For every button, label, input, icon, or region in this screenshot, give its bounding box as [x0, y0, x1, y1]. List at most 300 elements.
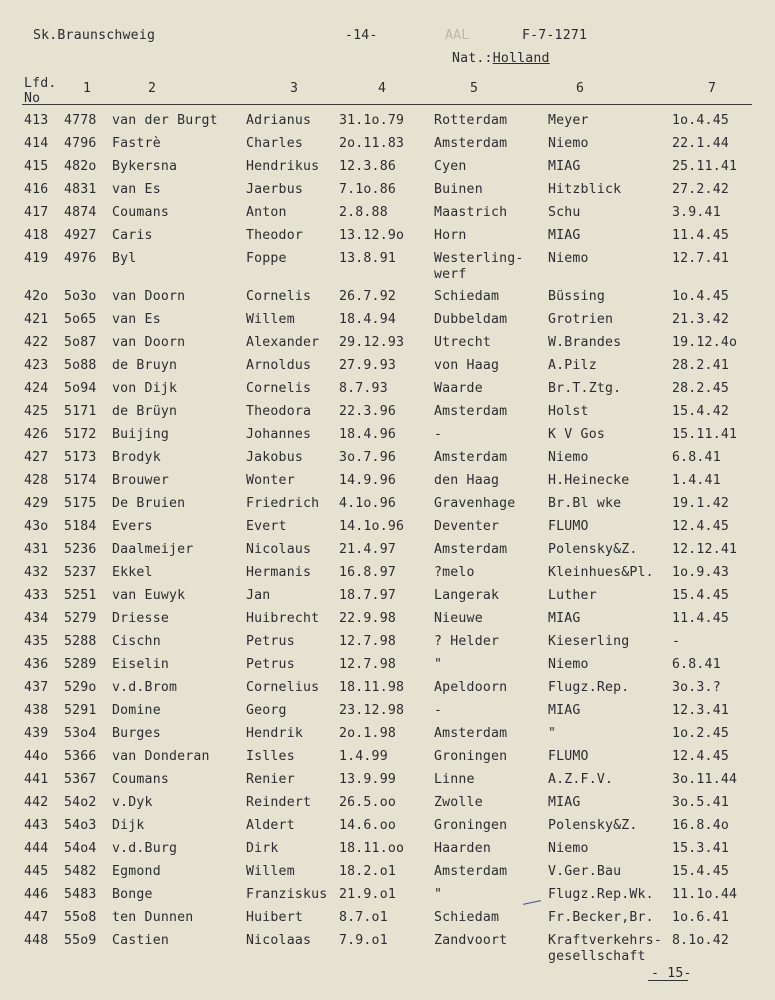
- col-no: No: [24, 91, 41, 106]
- cell-lfd-no: 424: [24, 381, 49, 396]
- cell-first-name: Alexander: [246, 335, 320, 350]
- cell-col1-number: 4874: [64, 205, 97, 220]
- cell-date: 12.12.41: [672, 542, 738, 557]
- cell-date: 1.4.41: [672, 473, 721, 488]
- cell-employer: Polensky&Z.: [548, 818, 638, 833]
- cell-surname: Fastrè: [112, 136, 161, 151]
- table-row: [0, 358, 775, 381]
- cell-birth-date: 13.9.99: [339, 772, 396, 787]
- cell-lfd-no: 418: [24, 228, 49, 243]
- table-row: [0, 841, 775, 864]
- cell-lfd-no: 414: [24, 136, 49, 151]
- cell-lfd-no: 415: [24, 159, 49, 174]
- cell-first-name: Renier: [246, 772, 295, 787]
- cell-birth-date: 12.3.86: [339, 159, 396, 174]
- next-page-marker: - 15-: [651, 966, 692, 981]
- cell-surname: van der Burgt: [112, 113, 218, 128]
- cell-surname: van Donderan: [112, 749, 210, 764]
- cell-birthplace: Waarde: [434, 381, 483, 396]
- cell-birth-date: 21.9.o1: [339, 887, 396, 902]
- cell-birthplace: Amsterdam: [434, 136, 508, 151]
- cell-first-name: Jan: [246, 588, 271, 603]
- table-row: [0, 519, 775, 542]
- cell-date: 8.1o.42: [672, 933, 729, 948]
- cell-surname: Bykersna: [112, 159, 178, 174]
- cell-birth-date: 8.7.93: [339, 381, 388, 396]
- cell-lfd-no: 421: [24, 312, 49, 327]
- cell-birth-date: 18.4.96: [339, 427, 396, 442]
- document-location: Sk.Braunschweig: [33, 28, 156, 43]
- cell-surname: v.d.Burg: [112, 841, 178, 856]
- cell-first-name: Adrianus: [246, 113, 312, 128]
- cell-date: 6.8.41: [672, 657, 721, 672]
- cell-surname: Bonge: [112, 887, 153, 902]
- cell-birthplace: Amsterdam: [434, 542, 508, 557]
- cell-date: 1o.2.45: [672, 726, 729, 741]
- table-row: [0, 818, 775, 841]
- cell-employer: Br.Bl wke: [548, 496, 622, 511]
- cell-lfd-no: 448: [24, 933, 49, 948]
- cell-lfd-no: 434: [24, 611, 49, 626]
- cell-surname: Buijing: [112, 427, 169, 442]
- column-header-row: [0, 72, 775, 106]
- cell-col1-number: 4778: [64, 113, 97, 128]
- cell-birth-date: 18.7.97: [339, 588, 396, 603]
- cell-employer: Niemo: [548, 657, 589, 672]
- cell-employer: Holst: [548, 404, 589, 419]
- cell-employer: A.Pilz: [548, 358, 597, 373]
- cell-birth-date: 2o.1.98: [339, 726, 396, 741]
- cell-date: 19.1.42: [672, 496, 729, 511]
- cell-col1-number: 5482: [64, 864, 97, 879]
- cell-birthplace: Zandvoort: [434, 933, 508, 948]
- cell-birthplace: ?melo: [434, 565, 475, 580]
- cell-first-name: Anton: [246, 205, 287, 220]
- cell-surname: Cischn: [112, 634, 161, 649]
- cell-surname: Eiselin: [112, 657, 169, 672]
- cell-first-name: Charles: [246, 136, 303, 151]
- cell-lfd-no: 445: [24, 864, 49, 879]
- cell-birthplace: Nieuwe: [434, 611, 483, 626]
- cell-surname: van Es: [112, 312, 161, 327]
- cell-date: 15.11.41: [672, 427, 738, 442]
- table-row: [0, 565, 775, 588]
- cell-col1-number: 5251: [64, 588, 97, 603]
- cell-first-name: Petrus: [246, 634, 295, 649]
- cell-employer: Flugz.Rep.: [548, 680, 630, 695]
- cell-birthplace: Utrecht: [434, 335, 491, 350]
- cell-surname: Egmond: [112, 864, 161, 879]
- cell-lfd-no: 447: [24, 910, 49, 925]
- cell-col1-number: 5291: [64, 703, 97, 718]
- cell-col1-number: 5483: [64, 887, 97, 902]
- cell-first-name: Hendrikus: [246, 159, 320, 174]
- cell-surname: Domine: [112, 703, 161, 718]
- cell-first-name: Aldert: [246, 818, 295, 833]
- cell-birth-date: 4.1o.96: [339, 496, 396, 511]
- cell-col1-number: 4976: [64, 251, 97, 266]
- cell-lfd-no: 43o: [24, 519, 49, 534]
- table-row: [0, 136, 775, 159]
- cell-lfd-no: 417: [24, 205, 49, 220]
- table-row: [0, 772, 775, 795]
- cell-date: 27.2.42: [672, 182, 729, 197]
- cell-date: 12.7.41: [672, 251, 729, 266]
- table-row: [0, 910, 775, 933]
- cell-col1-number: 55o8: [64, 910, 97, 925]
- cell-first-name: Theodora: [246, 404, 312, 419]
- table-row: [0, 703, 775, 726]
- cell-date: 12.4.45: [672, 749, 729, 764]
- cell-employer: Büssing: [548, 289, 605, 304]
- cell-birthplace: Groningen: [434, 818, 508, 833]
- cell-employer: Polensky&Z.: [548, 542, 638, 557]
- cell-first-name: Petrus: [246, 657, 295, 672]
- cell-col1-number: 5184: [64, 519, 97, 534]
- cell-date: 15.4.45: [672, 864, 729, 879]
- table-row: [0, 634, 775, 657]
- cell-employer: Schu: [548, 205, 581, 220]
- cell-birthplace: Amsterdam: [434, 404, 508, 419]
- cell-surname: van Doorn: [112, 335, 186, 350]
- cell-employer: MIAG: [548, 703, 581, 718]
- cell-employer: Niemo: [548, 251, 589, 266]
- cell-first-name: Willem: [246, 864, 295, 879]
- cell-employer: Br.T.Ztg.: [548, 381, 622, 396]
- cell-surname: Burges: [112, 726, 161, 741]
- cell-date: 15.3.41: [672, 841, 729, 856]
- cell-birthplace: Langerak: [434, 588, 500, 603]
- cell-first-name: Islles: [246, 749, 295, 764]
- cell-employer: Kieserling: [548, 634, 630, 649]
- cell-birth-date: 21.4.97: [339, 542, 396, 557]
- col-2: 2: [148, 81, 157, 96]
- col-7: 7: [708, 81, 717, 96]
- cell-birth-date: 14.1o.96: [339, 519, 405, 534]
- cell-birthplace: Amsterdam: [434, 450, 508, 465]
- cell-birth-date: 18.11.oo: [339, 841, 405, 856]
- nationality-value: Holland: [492, 51, 550, 66]
- table-row: [0, 887, 775, 910]
- cell-birthplace: Apeldoorn: [434, 680, 508, 695]
- cell-col1-number: 5237: [64, 565, 97, 580]
- cell-birthplace: ": [434, 887, 443, 902]
- cell-date: 1o.4.45: [672, 113, 729, 128]
- cell-lfd-no: 431: [24, 542, 49, 557]
- cell-surname: van Euwyk: [112, 588, 186, 603]
- cell-col1-number: 53o4: [64, 726, 97, 741]
- cell-date: 1o.6.41: [672, 910, 729, 925]
- cell-date: 28.2.45: [672, 381, 729, 396]
- table-row: [0, 113, 775, 136]
- cell-date: 16.8.4o: [672, 818, 729, 833]
- cell-birth-date: 1.4.99: [339, 749, 388, 764]
- cell-date: 6.8.41: [672, 450, 721, 465]
- cell-birth-date: 14.6.oo: [339, 818, 396, 833]
- cell-first-name: Evert: [246, 519, 287, 534]
- cell-employer: MIAG: [548, 611, 581, 626]
- cell-birthplace: Haarden: [434, 841, 491, 856]
- cell-col1-number: 4927: [64, 228, 97, 243]
- cell-surname: v.Dyk: [112, 795, 153, 810]
- cell-col1-number: 529o: [64, 680, 97, 695]
- cell-employer: Luther: [548, 588, 597, 603]
- cell-date: 15.4.42: [672, 404, 729, 419]
- cell-lfd-no: 423: [24, 358, 49, 373]
- cell-date: 3o.3.?: [672, 680, 721, 695]
- cell-employer: Niemo: [548, 450, 589, 465]
- table-row: [0, 159, 775, 182]
- table-row: [0, 182, 775, 205]
- cell-employer: K V Gos: [548, 427, 605, 442]
- table-row: [0, 205, 775, 228]
- cell-first-name: Franziskus: [246, 887, 328, 902]
- table-row: [0, 473, 775, 496]
- cell-birth-date: 22.3.96: [339, 404, 396, 419]
- cell-surname: Driesse: [112, 611, 169, 626]
- cell-employer: V.Ger.Bau: [548, 864, 622, 879]
- cell-date: 11.4.45: [672, 611, 729, 626]
- cell-surname: Coumans: [112, 205, 169, 220]
- cell-lfd-no: 441: [24, 772, 49, 787]
- cell-birthplace: ": [434, 657, 443, 672]
- cell-col1-number: 54o2: [64, 795, 97, 810]
- cell-birthplace: Buinen: [434, 182, 483, 197]
- cell-date: 12.3.41: [672, 703, 729, 718]
- cell-birthplace: von Haag: [434, 358, 500, 373]
- cell-col1-number: 5366: [64, 749, 97, 764]
- cell-birthplace: Cyen: [434, 159, 467, 174]
- cell-lfd-no: 422: [24, 335, 49, 350]
- cell-date: 22.1.44: [672, 136, 729, 151]
- table-row: [0, 680, 775, 703]
- cell-surname: de Bruyn: [112, 358, 178, 373]
- cell-birth-date: 31.1o.79: [339, 113, 405, 128]
- cell-surname: Byl: [112, 251, 137, 266]
- cell-birth-date: 13.8.91: [339, 251, 396, 266]
- cell-surname: Coumans: [112, 772, 169, 787]
- cell-first-name: Huibert: [246, 910, 303, 925]
- cell-surname: ten Dunnen: [112, 910, 194, 925]
- cell-lfd-no: 439: [24, 726, 49, 741]
- cell-lfd-no: 443: [24, 818, 49, 833]
- cell-lfd-no: 419: [24, 251, 49, 266]
- cell-lfd-no: 429: [24, 496, 49, 511]
- cell-lfd-no: 427: [24, 450, 49, 465]
- header-rule: [22, 104, 752, 105]
- cell-lfd-no: 432: [24, 565, 49, 580]
- cell-surname: de Brüyn: [112, 404, 178, 419]
- cell-birth-date: 14.9.96: [339, 473, 396, 488]
- cell-first-name: Theodor: [246, 228, 303, 243]
- cell-col1-number: 5172: [64, 427, 97, 442]
- cell-employer: Kleinhues&Pl.: [548, 565, 654, 580]
- cell-col1-number: 5173: [64, 450, 97, 465]
- table-row: [0, 588, 775, 611]
- cell-employer: ": [548, 726, 557, 741]
- cell-birthplace: Rotterdam: [434, 113, 508, 128]
- cell-first-name: Hendrik: [246, 726, 303, 741]
- cell-birthplace: Schiedam: [434, 910, 500, 925]
- cell-col1-number: 5o3o: [64, 289, 97, 304]
- cell-employer: A.Z.F.V.: [548, 772, 614, 787]
- cell-lfd-no: 433: [24, 588, 49, 603]
- cell-date: 12.4.45: [672, 519, 729, 534]
- cell-birth-date: 18.4.94: [339, 312, 396, 327]
- cell-first-name: Hermanis: [246, 565, 312, 580]
- cell-col1-number: 5o88: [64, 358, 97, 373]
- cell-employer: Grotrien: [548, 312, 614, 327]
- cell-first-name: Dirk: [246, 841, 279, 856]
- cell-surname: Caris: [112, 228, 153, 243]
- table-row: [0, 864, 775, 887]
- cell-first-name: Huibrecht: [246, 611, 320, 626]
- cell-date: 11.1o.44: [672, 887, 738, 902]
- cell-first-name: Georg: [246, 703, 287, 718]
- cell-col1-number: 55o9: [64, 933, 97, 948]
- table-row: [0, 657, 775, 680]
- cell-first-name: Johannes: [246, 427, 312, 442]
- cell-employer: Meyer: [548, 113, 589, 128]
- cell-employer: FLUMO: [548, 749, 589, 764]
- cell-employer: Flugz.Rep.Wk.: [548, 887, 654, 902]
- cell-first-name: Nicolaus: [246, 542, 312, 557]
- col-lfd: Lfd.: [24, 76, 57, 91]
- cell-birthplace: -: [434, 427, 443, 442]
- cell-col1-number: 5174: [64, 473, 97, 488]
- table-row: [0, 427, 775, 450]
- nationality-label: [452, 51, 550, 66]
- col-3: 3: [290, 81, 299, 96]
- cell-employer: FLUMO: [548, 519, 589, 534]
- cell-lfd-no: 425: [24, 404, 49, 419]
- cell-employer: MIAG: [548, 228, 581, 243]
- cell-col1-number: 4831: [64, 182, 97, 197]
- cell-birthplace: Linne: [434, 772, 475, 787]
- cell-birth-date: 18.2.o1: [339, 864, 396, 879]
- cell-first-name: Jaerbus: [246, 182, 303, 197]
- cell-employer: MIAG: [548, 795, 581, 810]
- cell-lfd-no: 428: [24, 473, 49, 488]
- table-row: [0, 749, 775, 772]
- cell-surname: van Doorn: [112, 289, 186, 304]
- cell-col1-number: 5o65: [64, 312, 97, 327]
- cell-date: 28.2.41: [672, 358, 729, 373]
- table-row: [0, 381, 775, 404]
- cell-lfd-no: 416: [24, 182, 49, 197]
- nationality-prefix: Nat.:: [452, 51, 493, 66]
- cell-lfd-no: 413: [24, 113, 49, 128]
- cell-birthplace: Amsterdam: [434, 864, 508, 879]
- cell-col1-number: 5367: [64, 772, 97, 787]
- cell-first-name: Foppe: [246, 251, 287, 266]
- cell-first-name: Cornelis: [246, 381, 312, 396]
- cell-employer: Hitzblick: [548, 182, 622, 197]
- cell-birth-date: 26.7.92: [339, 289, 396, 304]
- cell-birthplace: Schiedam: [434, 289, 500, 304]
- cell-surname: Dijk: [112, 818, 145, 833]
- cell-birthplace: Gravenhage: [434, 496, 516, 511]
- cell-employer: H.Heinecke: [548, 473, 630, 488]
- cell-first-name: Reindert: [246, 795, 312, 810]
- cell-col1-number: 5171: [64, 404, 97, 419]
- cell-date: 11.4.45: [672, 228, 729, 243]
- cell-birth-date: 2o.11.83: [339, 136, 405, 151]
- table-row: [0, 228, 775, 251]
- cell-col1-number: 5236: [64, 542, 97, 557]
- cell-birthplace: -: [434, 703, 443, 718]
- cell-col1-number: 5o87: [64, 335, 97, 350]
- cell-employer: W.Brandes: [548, 335, 622, 350]
- cell-lfd-no: 426: [24, 427, 49, 442]
- cell-first-name: Friedrich: [246, 496, 320, 511]
- table-row: [0, 726, 775, 749]
- register-table: [0, 113, 775, 971]
- cell-surname: Brouwer: [112, 473, 169, 488]
- cell-birth-date: 16.8.97: [339, 565, 396, 580]
- cell-surname: Castien: [112, 933, 169, 948]
- cell-birth-date: 8.7.o1: [339, 910, 388, 925]
- cell-lfd-no: 42o: [24, 289, 49, 304]
- cell-birth-date: 12.7.98: [339, 634, 396, 649]
- cell-date: 21.3.42: [672, 312, 729, 327]
- cell-lfd-no: 446: [24, 887, 49, 902]
- cell-col1-number: 482o: [64, 159, 97, 174]
- cell-col1-number: 5279: [64, 611, 97, 626]
- cell-date: 25.11.41: [672, 159, 738, 174]
- cell-col1-number: 5o94: [64, 381, 97, 396]
- cell-surname: De Bruien: [112, 496, 186, 511]
- table-row: [0, 611, 775, 634]
- cell-date: 3.9.41: [672, 205, 721, 220]
- cell-birth-date: 18.11.98: [339, 680, 405, 695]
- cell-birth-date: 13.12.9o: [339, 228, 405, 243]
- cell-first-name: Cornelius: [246, 680, 320, 695]
- faded-stamp-text: AAL: [445, 28, 470, 43]
- cell-birth-date: 2.8.88: [339, 205, 388, 220]
- cell-surname: von Dijk: [112, 381, 178, 396]
- cell-birthplace: Westerling- werf: [434, 251, 524, 282]
- cell-birth-date: 12.7.98: [339, 657, 396, 672]
- cell-birth-date: 7.9.o1: [339, 933, 388, 948]
- col-1: 1: [83, 81, 92, 96]
- cell-first-name: Jakobus: [246, 450, 303, 465]
- cell-birthplace: Groningen: [434, 749, 508, 764]
- cell-col1-number: 5289: [64, 657, 97, 672]
- cell-birthplace: Amsterdam: [434, 726, 508, 741]
- cell-date: 3o.11.44: [672, 772, 738, 787]
- cell-first-name: Cornelis: [246, 289, 312, 304]
- cell-first-name: Willem: [246, 312, 295, 327]
- cell-date: 3o.5.41: [672, 795, 729, 810]
- cell-birth-date: 27.9.93: [339, 358, 396, 373]
- cell-birthplace: Zwolle: [434, 795, 483, 810]
- page-number: -14-: [345, 28, 378, 43]
- col-4: 4: [378, 81, 387, 96]
- table-row: [0, 795, 775, 818]
- cell-birth-date: 29.12.93: [339, 335, 405, 350]
- cell-birth-date: 7.1o.86: [339, 182, 396, 197]
- cell-lfd-no: 435: [24, 634, 49, 649]
- cell-col1-number: 54o3: [64, 818, 97, 833]
- file-reference: F-7-1271: [522, 28, 588, 43]
- table-row: [0, 335, 775, 358]
- cell-employer: Niemo: [548, 841, 589, 856]
- col-6: 6: [576, 81, 585, 96]
- cell-birthplace: Dubbeldam: [434, 312, 508, 327]
- cell-col1-number: 4796: [64, 136, 97, 151]
- cell-birth-date: 23.12.98: [339, 703, 405, 718]
